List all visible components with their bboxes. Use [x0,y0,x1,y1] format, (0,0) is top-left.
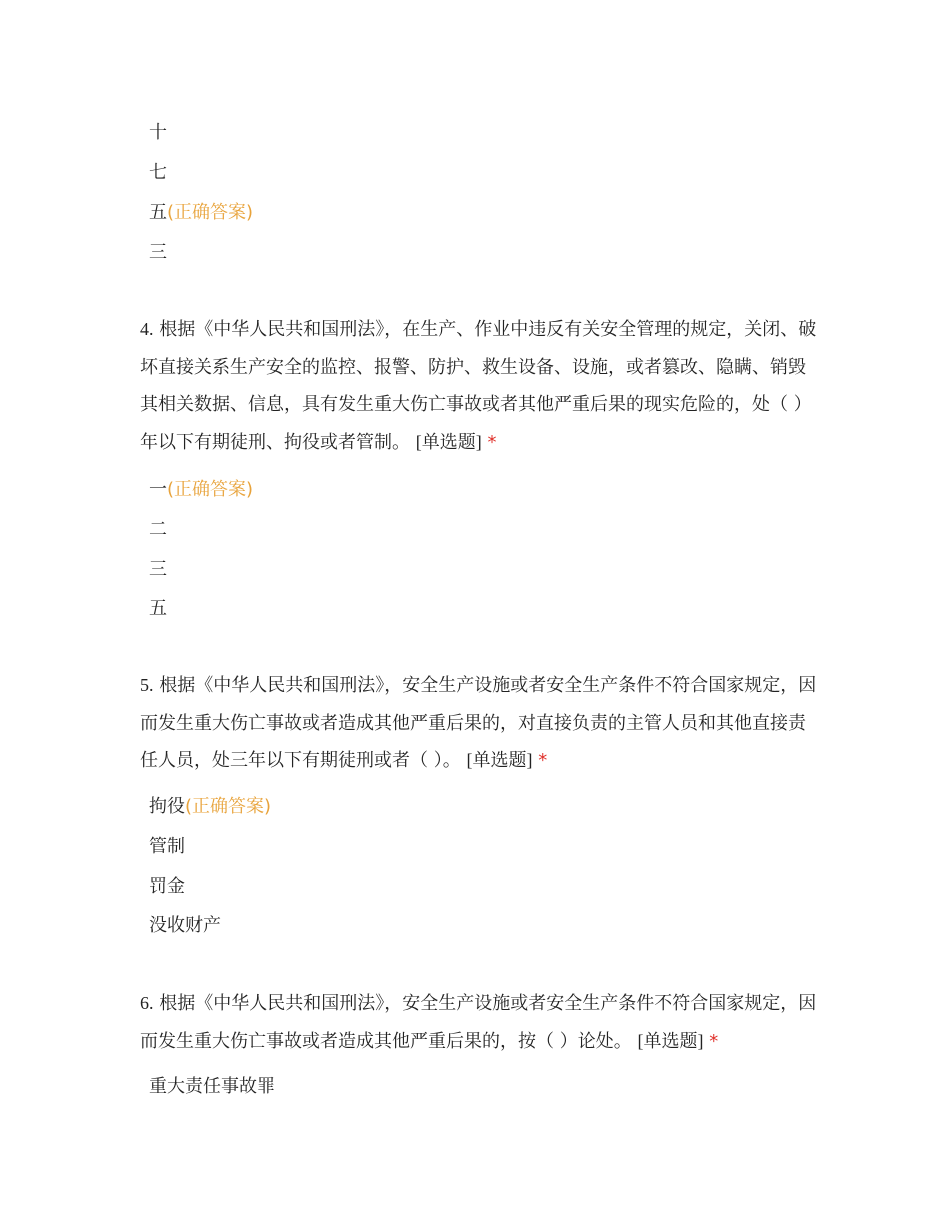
question-text: 根据《中华人民共和国刑法》，安全生产设施或者安全生产条件不符合国家规定，因而发生重大伤亡事故或者造成其他严重后果的，对直接负责的主管人员和其他直接责任人员，处三年以下有期徒刑或者（ ）。 [140,675,817,771]
option-text: 一 [149,479,167,500]
correct-answer-label: (正确答案) [185,796,272,817]
q3-option-2 [149,161,167,185]
required-mark: * [538,750,548,771]
question-type-tag: [单选题] [415,431,482,452]
q3-option-3 [149,201,253,225]
q5-option-3 [149,875,185,899]
question-number: 4. [140,319,154,339]
option-text: 十 [149,122,167,143]
question-text: 根据《中华人民共和国刑法》，在生产、作业中违反有关安全管理的规定，关闭、破坏直接关系生产安全的监控、报警、防护、救生设备、设施，或者篡改、隐瞒、销毁其相关数据、信息，具有发生重大伤亡事故或者其他严重后果的现实危险的，处（ ）年以下有期徒刑、拘役或者管制。 [140,319,817,453]
q4-option-3 [149,558,167,582]
q5-option-2 [149,835,185,859]
question-6 [140,985,820,1060]
q4-option-1 [149,478,253,502]
question-type-tag: [单选题] [466,750,533,770]
question-number: 6. [140,993,154,1013]
option-text: 五 [149,202,167,223]
option-text: 三 [149,559,167,580]
q4-option-4 [149,597,167,621]
option-text: 没收财产 [149,915,221,936]
question-text: 根据《中华人民共和国刑法》，安全生产设施或者安全生产条件不符合国家规定，因而发生重大伤亡事故或者造成其他严重后果的，按（ ）论处。 [140,993,817,1052]
q6-option-1 [149,1075,275,1099]
option-text: 重大责任事故罪 [149,1076,275,1097]
question-number: 5. [140,675,154,695]
option-text: 五 [149,598,167,619]
required-mark: * [709,1030,719,1052]
option-text: 七 [149,162,167,183]
q3-option-4 [149,241,167,265]
correct-answer-label: (正确答案) [167,202,254,223]
option-text: 罚金 [149,876,185,897]
question-5 [140,667,820,780]
q5-option-4 [149,914,221,938]
option-text: 三 [149,242,167,263]
question-4 [140,311,820,461]
option-text: 管制 [149,836,185,857]
q5-option-1 [149,795,271,819]
q3-option-1 [149,121,167,145]
option-text: 拘役 [149,796,185,817]
q4-option-2 [149,518,167,542]
correct-answer-label: (正确答案) [167,479,254,500]
required-mark: * [487,431,497,453]
option-text: 二 [149,519,167,540]
question-type-tag: [单选题] [637,1030,704,1051]
